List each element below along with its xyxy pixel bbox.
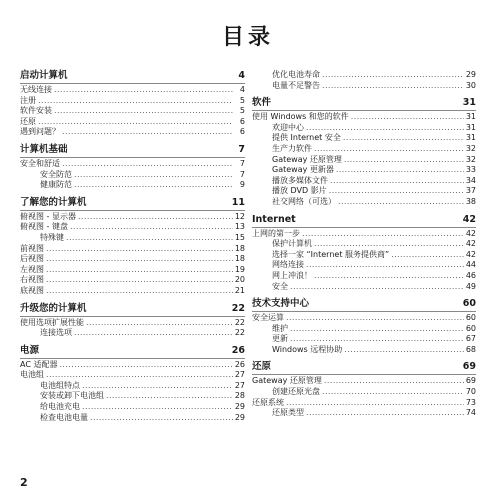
toc-entry-page: 31: [465, 122, 476, 132]
section-title: 了解您的计算机: [20, 196, 87, 208]
toc-entry-title: 左视图: [20, 264, 44, 274]
toc-entry-page: 29: [234, 412, 245, 422]
toc-entry-title: 注册: [20, 95, 36, 105]
toc-continued-entries: [252, 70, 476, 91]
toc-section-heading[interactable]: [252, 361, 476, 375]
dot-leader: [322, 387, 464, 398]
toc-entry-title: 优化电池寿命: [272, 70, 320, 79]
toc-entry[interactable]: [252, 70, 476, 81]
toc-entry-title: 选择一家 “Internet 服务提供商”: [272, 249, 390, 259]
toc-entry[interactable]: [20, 170, 245, 181]
toc-entry-page: 37: [465, 186, 476, 196]
section-page: 4: [238, 70, 245, 81]
toc-entry-title: 保护计算机: [272, 239, 312, 249]
toc-entry-title: 网上冲浪！: [272, 270, 312, 280]
dot-leader: [330, 176, 464, 187]
toc-entry[interactable]: [252, 387, 476, 398]
dot-leader: [306, 260, 464, 271]
toc-entry-page: 15: [234, 232, 245, 242]
toc-section: [252, 97, 476, 207]
toc-entry-page: 12: [234, 211, 245, 221]
toc-entry-title: 生产力软件: [272, 143, 312, 153]
toc-entry-page: 22: [234, 328, 245, 338]
toc-entry-page: 29: [234, 402, 245, 412]
toc-entry-page: 69: [465, 376, 476, 386]
section-page: 22: [231, 302, 245, 314]
toc-entry[interactable]: [252, 123, 476, 134]
toc-entry[interactable]: [252, 165, 476, 176]
toc-entry-title: 创建还原光盘: [272, 387, 320, 397]
toc-entry[interactable]: [252, 345, 476, 356]
toc-entry-title: 更新: [272, 334, 288, 344]
dot-leader: [74, 170, 233, 181]
toc-entry[interactable]: [20, 106, 245, 117]
toc-entry-title: 提供 Internet 安全: [272, 133, 341, 143]
toc-section: [252, 214, 476, 293]
toc-entry-title: Gateway 还原管理: [252, 376, 322, 386]
toc-entry-page: 70: [465, 387, 476, 397]
toc-section-heading[interactable]: [20, 144, 245, 158]
toc-entry[interactable]: [20, 391, 245, 402]
toc-entry-page: 30: [465, 80, 476, 90]
dot-leader: [62, 127, 233, 138]
dot-leader: [286, 398, 464, 409]
toc-right-column: [252, 70, 476, 425]
toc-entry[interactable]: [252, 197, 476, 208]
toc-entry[interactable]: [252, 144, 476, 155]
toc-entry-page: 29: [465, 70, 476, 79]
toc-entry-title: 遇到问题？: [20, 127, 60, 137]
toc-entry-title: 前视图: [20, 243, 44, 253]
toc-entry[interactable]: [252, 313, 476, 324]
toc-entry[interactable]: [252, 186, 476, 197]
section-page: 7: [238, 143, 245, 155]
toc-entry[interactable]: [252, 260, 476, 271]
toc-entry-page: 6: [239, 116, 245, 126]
toc-entry[interactable]: [20, 212, 245, 223]
toc-section: [20, 345, 245, 424]
toc-entry[interactable]: [252, 334, 476, 345]
toc-entry-title: 安全防范: [40, 169, 72, 179]
dot-leader: [70, 222, 233, 233]
toc-section-heading[interactable]: [252, 214, 476, 228]
toc-entry-title: 连接选项: [40, 328, 72, 338]
toc-entry-page: 26: [234, 359, 245, 369]
dot-leader: [290, 334, 464, 345]
toc-entry[interactable]: [20, 180, 245, 191]
toc-entry-title: Gateway 还原管理: [272, 154, 342, 164]
dot-leader: [78, 212, 233, 223]
toc-entry-title: 安全: [272, 281, 288, 291]
toc-entry[interactable]: [20, 402, 245, 413]
toc-entry[interactable]: [252, 239, 476, 250]
toc-section: [20, 197, 245, 297]
toc-entry[interactable]: [20, 275, 245, 286]
toc-entry-page: 42: [465, 249, 476, 259]
toc-entry[interactable]: [20, 254, 245, 265]
section-title: 还原: [252, 361, 272, 373]
toc-entry-page: 73: [465, 397, 476, 407]
toc-entry-title: 检查电池电量: [40, 412, 88, 422]
toc-entry[interactable]: [20, 222, 245, 233]
toc-entry[interactable]: [20, 370, 245, 381]
dot-leader: [314, 144, 464, 155]
toc-entry-title: 底视图: [20, 285, 44, 295]
section-page: 11: [231, 196, 245, 208]
toc-entry[interactable]: [20, 286, 245, 297]
toc-entry-page: 7: [239, 169, 245, 179]
toc-entry[interactable]: [252, 229, 476, 240]
toc-entry-page: 42: [465, 239, 476, 249]
toc-entry-page: 27: [234, 380, 245, 390]
toc-entry-title: 网络连接: [272, 260, 304, 270]
dot-leader: [336, 165, 464, 176]
toc-entry[interactable]: [20, 244, 245, 255]
toc-entry-title: 使用选项扩展性能: [20, 317, 84, 327]
toc-entry[interactable]: [20, 360, 245, 371]
toc-entry[interactable]: [20, 117, 245, 128]
toc-entry-page: 34: [465, 175, 476, 185]
toc-entry-title: 还原系统: [252, 397, 284, 407]
toc-section: [20, 144, 245, 191]
toc-section-heading[interactable]: [252, 97, 476, 111]
toc-entry[interactable]: [20, 159, 245, 170]
dot-leader: [46, 286, 233, 297]
toc-entry-title: 后视图: [20, 254, 44, 264]
dot-leader: [46, 370, 233, 381]
toc-section: [252, 361, 476, 418]
toc-entry-title: 使用 Windows 和您的软件: [252, 112, 349, 122]
dot-leader: [46, 265, 233, 276]
dot-leader: [82, 402, 233, 413]
dot-leader: [38, 117, 233, 128]
toc-left-column: [20, 70, 245, 429]
dot-leader: [46, 275, 233, 286]
toc-entry[interactable]: [20, 96, 245, 107]
toc-entry-title: 上网的第一步: [252, 228, 300, 238]
toc-entry-title: 电量不足警告: [272, 80, 320, 90]
toc-entry-title: 欢迎中心: [272, 122, 304, 132]
toc-entry-page: 19: [234, 264, 245, 274]
toc-section: [20, 303, 245, 339]
toc-entry-title: 软件安装: [20, 106, 52, 116]
dot-leader: [59, 360, 232, 371]
toc-entry-page: 32: [465, 143, 476, 153]
toc-entry-title: 安全运算: [252, 313, 284, 323]
toc-entry[interactable]: [252, 155, 476, 166]
toc-entry-title: 电池组: [20, 370, 44, 380]
page-title: 目录: [221, 25, 274, 50]
dot-leader: [329, 186, 464, 197]
toc-entry-page: 20: [234, 275, 245, 285]
dot-leader: [62, 159, 233, 170]
toc-entry-title: Windows 远程协助: [272, 344, 343, 354]
dot-leader: [338, 197, 464, 208]
dot-leader: [82, 381, 233, 392]
toc-entry-title: 给电池充电: [40, 402, 80, 412]
dot-leader: [286, 313, 464, 324]
dot-leader: [106, 391, 233, 402]
toc-entry-title: 健康防范: [40, 180, 72, 190]
dot-leader: [290, 324, 464, 335]
dot-leader: [343, 133, 464, 144]
page-number: 2: [20, 476, 28, 489]
section-title: 软件: [252, 97, 272, 109]
toc-entry[interactable]: [20, 328, 245, 339]
toc-entry-page: 38: [465, 196, 476, 206]
toc-entry-page: 74: [465, 408, 476, 418]
toc-entry-title: 社交网络（可选）: [272, 196, 336, 206]
toc-entry-page: 28: [234, 391, 245, 401]
toc-entry[interactable]: [252, 324, 476, 335]
dot-leader: [322, 70, 464, 81]
dot-leader: [302, 229, 464, 240]
toc-entry-page: 18: [234, 243, 245, 253]
toc-entry-title: Gateway 更新器: [272, 165, 334, 175]
toc-entry-title: 俯视图 - 显示器: [20, 211, 76, 221]
toc-entry[interactable]: [20, 413, 245, 424]
section-title: 电源: [20, 344, 40, 356]
toc-entry-page: 5: [239, 106, 245, 116]
toc-entry[interactable]: [252, 408, 476, 419]
toc-entry[interactable]: [20, 265, 245, 276]
dot-leader: [74, 328, 233, 339]
section-title: 升级您的计算机: [20, 302, 87, 314]
toc-section-heading[interactable]: [20, 303, 245, 317]
dot-leader: [74, 180, 233, 191]
toc-entry[interactable]: [20, 233, 245, 244]
toc-entry-page: 49: [465, 281, 476, 291]
dot-leader: [86, 318, 233, 329]
toc-section: [20, 70, 245, 138]
dot-leader: [306, 408, 464, 419]
section-page: 31: [462, 97, 476, 109]
toc-entry[interactable]: [20, 381, 245, 392]
toc-entry-page: 42: [465, 228, 476, 238]
toc-entry-title: 电池组特点: [40, 380, 80, 390]
toc-entry-page: 67: [465, 334, 476, 344]
dot-leader: [344, 345, 464, 356]
toc-entry[interactable]: [252, 376, 476, 387]
section-title: 启动计算机: [20, 70, 68, 81]
toc-entry[interactable]: [252, 81, 476, 92]
toc-entry-page: 27: [234, 370, 245, 380]
dot-leader: [46, 254, 233, 265]
toc-entry[interactable]: [252, 282, 476, 293]
toc-entry[interactable]: [252, 398, 476, 409]
dot-leader: [38, 96, 233, 107]
section-page: 42: [462, 213, 476, 225]
toc-entry-page: 60: [465, 313, 476, 323]
toc-entry-page: 31: [465, 133, 476, 143]
toc-entry-page: 33: [465, 165, 476, 175]
toc-entry-title: 播放 DVD 影片: [272, 186, 327, 196]
toc-entry-title: 俯视图 - 键盘: [20, 222, 68, 232]
toc-section-heading[interactable]: [20, 70, 245, 84]
dot-leader: [322, 81, 464, 92]
toc-entry-page: 6: [239, 127, 245, 137]
toc-entry-page: 68: [465, 344, 476, 354]
dot-leader: [66, 233, 233, 244]
toc-entry[interactable]: [20, 85, 245, 96]
toc-entry-page: 18: [234, 254, 245, 264]
section-title: 技术支持中心: [252, 298, 310, 310]
toc-entry-title: 还原: [20, 116, 36, 126]
toc-entry[interactable]: [252, 250, 476, 261]
toc-entry[interactable]: [252, 133, 476, 144]
toc-entry-title: AC 适配器: [20, 359, 58, 369]
section-title: Internet: [252, 213, 296, 225]
toc-entry-title: 右视图: [20, 275, 44, 285]
toc-entry[interactable]: [252, 176, 476, 187]
toc-entry-page: 5: [239, 95, 245, 105]
dot-leader: [46, 244, 233, 255]
toc-entry-title: 无线连接: [20, 85, 52, 94]
toc-entry-page: 31: [465, 112, 476, 122]
dot-leader: [54, 106, 233, 117]
toc-entry-page: 60: [465, 323, 476, 333]
toc-entry-title: 维护: [272, 323, 288, 333]
dot-leader: [351, 112, 464, 123]
dot-leader: [391, 250, 464, 261]
dot-leader: [314, 239, 464, 250]
toc-entry-page: 32: [465, 154, 476, 164]
toc-entry-title: 安装或卸下电池组: [40, 391, 104, 401]
toc-entry-title: 播放多媒体文件: [272, 175, 328, 185]
toc-entry[interactable]: [252, 112, 476, 123]
toc-entry-page: 4: [239, 85, 245, 94]
dot-leader: [344, 155, 464, 166]
toc-entry-title: 特殊键: [40, 232, 64, 242]
dot-leader: [90, 413, 233, 424]
toc-entry-page: 9: [239, 180, 245, 190]
section-page: 69: [462, 361, 476, 373]
toc-entry-title: 还原类型: [272, 408, 304, 418]
toc-entry-page: 21: [234, 285, 245, 295]
section-page: 60: [462, 298, 476, 310]
dot-leader: [290, 282, 464, 293]
toc-section-heading[interactable]: [20, 197, 245, 211]
toc-entry-page: 46: [465, 270, 476, 280]
toc-entry[interactable]: [20, 127, 245, 138]
toc-entry[interactable]: [20, 318, 245, 329]
dot-leader: [306, 123, 464, 134]
dot-leader: [54, 85, 233, 96]
toc-entry-title: 安全和舒适: [20, 158, 60, 168]
section-title: 计算机基础: [20, 143, 68, 155]
dot-leader: [324, 376, 464, 387]
toc-entry-page: 44: [465, 260, 476, 270]
toc-entry[interactable]: [252, 271, 476, 282]
toc-entry-page: 13: [234, 222, 245, 232]
section-page: 26: [231, 344, 245, 356]
toc-section: [252, 298, 476, 355]
toc-section-heading[interactable]: [20, 345, 245, 359]
toc-section-heading[interactable]: [252, 298, 476, 312]
toc-entry-page: 7: [239, 158, 245, 168]
toc-entry-page: 22: [234, 317, 245, 327]
dot-leader: [314, 271, 464, 282]
